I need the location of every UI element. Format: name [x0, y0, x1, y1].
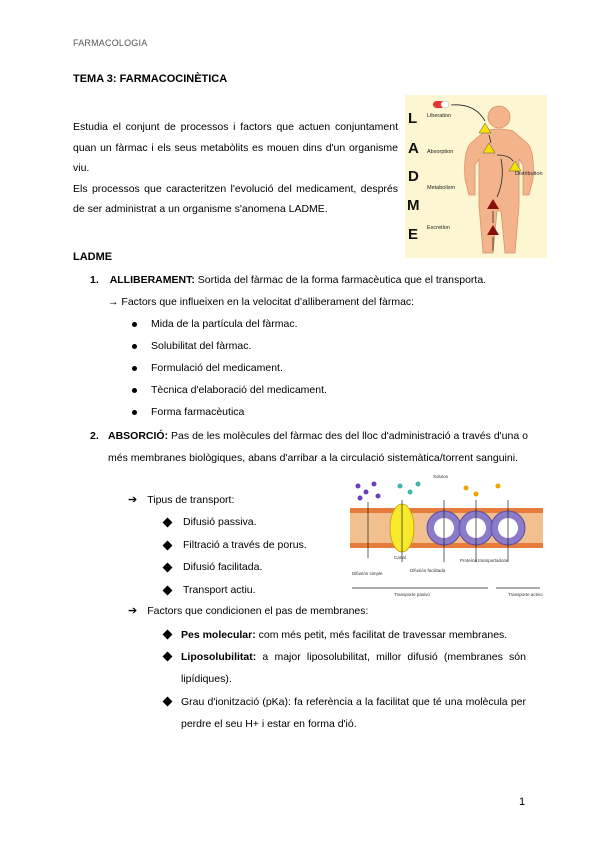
list-item: [164, 691, 528, 735]
list-item-text: Difusió passiva.: [183, 516, 257, 528]
list-item: [132, 358, 283, 378]
diamond-bullet-icon: [163, 630, 173, 640]
ladme-letter-d: D: [408, 168, 419, 185]
item2-number: 2.: [90, 430, 99, 442]
item1-text: Sortida del fàrmac de la forma farmacèutica que el transporta.: [194, 274, 487, 286]
item2-label: ABSORCIÓ:: [108, 430, 169, 442]
list-item-text: Difusió facilitada.: [183, 561, 263, 573]
list-item: [132, 314, 298, 334]
membrane-diagram: [348, 470, 545, 602]
bullet-icon: [132, 366, 137, 371]
list-item: [164, 535, 307, 555]
label-solutes: Solutos: [433, 474, 449, 479]
label-simple-diffusion: Difusión simple: [352, 571, 383, 576]
label-carrier-protein: Proteína transportadora: [460, 558, 508, 563]
diamond-bullet-icon: [163, 517, 173, 527]
item1-label: ALLIBERAMENT:: [109, 274, 195, 286]
factor-label: Liposolubilitat:: [181, 651, 257, 663]
section-heading: LADME: [73, 251, 113, 263]
label-passive-transport: Transporte pasivo: [394, 592, 430, 597]
arrow-right-icon: ➔: [128, 605, 138, 617]
diamond-bullet-icon: [163, 697, 173, 707]
diamond-bullet-icon: [163, 562, 173, 572]
item1-number: 1.: [90, 274, 99, 286]
arrow-right-icon: ➔: [128, 494, 138, 506]
ladme-letter-m: M: [407, 197, 420, 214]
list-item-text: Solubilitat del fàrmac.: [151, 340, 252, 352]
list-item: [132, 336, 251, 356]
list-item: [132, 402, 244, 422]
diamond-bullet-icon: [163, 540, 173, 550]
page-number: 1: [519, 796, 526, 808]
diamond-bullet-icon: [163, 585, 173, 595]
running-header: FARMACOLOGIA: [73, 38, 148, 48]
list-item: [164, 646, 528, 690]
transport-intro: [128, 490, 234, 510]
intro-paragraph-1: Estudia el conjunt de processos i factors que actuen conjuntament quan un fàrmac i els seus metabòlits es mouen dins d'un organisme viu.: [73, 121, 398, 174]
membrane-intro: [128, 601, 368, 621]
factor-text: fa referència a la facilitat que té una molècula per perdre el seu H+ i estar en forma d'ió.: [181, 696, 527, 730]
bullet-icon: [132, 410, 137, 415]
ladme-label-liberation: Liberation: [427, 113, 452, 119]
ladme-label-distribution: Distribution: [515, 171, 543, 177]
item2-paragraph: [108, 425, 528, 469]
page-title: TEMA 3: FARMACOCINÈTICA: [73, 73, 228, 85]
label-facilitated-diffusion: Difusión facilitada: [410, 568, 446, 573]
ladme-label-absorption: Absorption: [427, 149, 454, 155]
ladme-letter-l: L: [408, 110, 418, 127]
list-item: [132, 380, 327, 400]
bullet-icon: [132, 344, 137, 349]
intro-paragraph-2: Els processos que caracteritzen l'evolució del medicament, després de ser administrat a un organisme s'anomena LADME.: [73, 182, 398, 215]
ladme-diagram: [405, 95, 547, 258]
list-item-text: Forma farmacèutica: [151, 406, 245, 418]
ladme-letter-a: A: [408, 140, 419, 157]
ladme-label-metabolism: Metabolism: [427, 185, 456, 191]
intro-text: [73, 117, 398, 220]
transport-intro-text: Tipus de transport:: [147, 494, 235, 506]
list-item: [164, 624, 528, 646]
membrane-figure: [348, 470, 545, 602]
list-item-text: Filtració a través de porus.: [183, 539, 307, 551]
item2-text: Pas de les molècules del fàrmac des del lloc d'administració a través d'una o més membranes biològiques, abans d'arribar a la circulació sistemàtica/torrent sanguini.: [108, 430, 528, 464]
ladme-letter-e: E: [408, 226, 419, 243]
factor-label: Grau d'ionització (pKa):: [181, 696, 291, 708]
list-item: [164, 557, 262, 577]
list-item-text: Formulació del medicament.: [151, 362, 283, 374]
factor-text: a major liposolubilitat, millor difusió (membranes són lipídiques).: [181, 651, 526, 685]
factor-label: Pes molecular:: [181, 629, 256, 641]
item1-factors-intro: → Factors que influeixen en la velocitat d'alliberament del fàrmac:: [108, 296, 415, 308]
ladme-label-excretion: Excretion: [427, 225, 450, 231]
list-item-text: Tècnica d'elaboració del medicament.: [151, 384, 327, 396]
membrane-intro-text: Factors que condicionen el pas de membranes:: [147, 605, 369, 617]
label-active-transport: Transporte activo: [508, 592, 543, 597]
bullet-icon: [132, 388, 137, 393]
list-item: [164, 512, 257, 532]
list-item: [164, 580, 256, 600]
diamond-bullet-icon: [163, 652, 173, 662]
list-item-text: Transport actiu.: [183, 584, 256, 596]
label-channel: Canal: [394, 555, 406, 560]
factor-text: com més petit, més facilitat de travessar membranes.: [255, 629, 508, 641]
item1-line: [90, 270, 486, 290]
list-item-text: Mida de la partícula del fàrmac.: [151, 318, 298, 330]
bullet-icon: [132, 322, 137, 327]
ladme-figure: [405, 95, 547, 258]
